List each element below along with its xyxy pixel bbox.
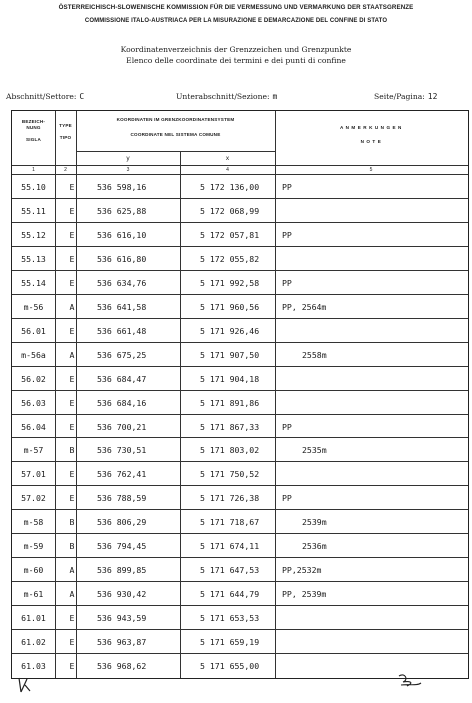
row-divider (12, 533, 468, 534)
cell-sigla: 57.02 (21, 493, 46, 504)
row-divider (12, 342, 468, 343)
row-divider (12, 557, 468, 558)
cell-sigla: m-56 (23, 301, 44, 312)
cell-y-coordinate: 536 968,62 (97, 661, 147, 671)
cell-tipo: E (69, 373, 75, 384)
cell-tipo: A (69, 349, 75, 360)
cell-y-coordinate: 536 963,87 (97, 637, 147, 648)
cell-y-coordinate: 536 625,88 (97, 205, 147, 216)
cell-y-coordinate: 536 641,58 (97, 301, 147, 312)
cell-y-coordinate: 536 899,85 (97, 565, 147, 576)
cell-x-coordinate: 5 171 718,67 (200, 517, 260, 528)
cell-note: PP,2532m (282, 565, 322, 576)
cell-note: 2535m (302, 445, 327, 456)
subsection-value: m (272, 92, 278, 101)
handwritten-initial-right (395, 670, 425, 692)
cell-y-coordinate: 536 730,51 (97, 445, 147, 456)
cell-note: PP (282, 493, 292, 504)
cell-y-coordinate: 536 943,59 (97, 613, 147, 624)
cell-tipo: E (69, 325, 75, 336)
cell-tipo: E (69, 182, 75, 192)
row-divider (12, 222, 468, 223)
cell-x-coordinate: 5 171 992,58 (200, 277, 260, 288)
cell-sigla: 55.13 (21, 253, 46, 264)
cell-tipo: B (69, 517, 75, 528)
commission-title-line2: COMMISSIONE ITALO-AUSTRIACA PER LA MISURAZIONE E DEMARCAZIONE DEL CONFINE DI STATO (84, 18, 388, 24)
cell-sigla: m-61 (23, 589, 44, 600)
coord-subheader-line (76, 151, 275, 152)
cell-x-coordinate: 5 171 907,50 (200, 349, 260, 360)
row-divider (12, 198, 468, 199)
cell-x-coordinate: 5 171 904,18 (200, 373, 260, 384)
cell-x-coordinate: 5 171 647,53 (200, 565, 260, 576)
cell-x-coordinate: 5 171 655,00 (200, 661, 260, 671)
cell-sigla: 56.02 (21, 373, 46, 384)
cell-y-coordinate: 536 930,42 (97, 589, 147, 600)
header-coordinates: KOORDINATEN IM GRENZKOORDINATENSYSTEM COORDINATE NEL SISTEMA COMUNE (116, 117, 235, 137)
cell-note: PP (282, 277, 292, 288)
cell-note: 2539m (302, 517, 327, 528)
cell-y-coordinate: 536 616,10 (97, 229, 147, 240)
cell-note: 2536m (302, 541, 327, 552)
cell-sigla: 55.10 (21, 182, 46, 192)
row-divider (12, 366, 468, 367)
cell-sigla: 56.04 (21, 421, 46, 432)
cell-y-coordinate: 536 675,25 (97, 349, 147, 360)
cell-tipo: E (69, 277, 75, 288)
cell-sigla: 55.14 (21, 277, 46, 288)
cell-x-coordinate: 5 171 750,52 (200, 469, 260, 480)
col-divider-sigla (55, 111, 56, 678)
cell-tipo: E (69, 253, 75, 264)
cell-tipo: A (69, 565, 75, 576)
col-number-4: 4 (226, 167, 229, 173)
cell-tipo: E (69, 613, 75, 624)
commission-title-line1: ÖSTERREICHISCH-SLOWENISCHE KOMMISSION FÜR DIE VERMESSUNG UND VERMARKUNG DER STAATSGRENZE (58, 4, 414, 11)
cell-note: PP, 2539m (282, 589, 327, 600)
row-divider (12, 318, 468, 319)
cell-x-coordinate: 5 172 068,99 (200, 205, 260, 216)
cell-note: PP, 2564m (282, 301, 327, 312)
cell-sigla: m-60 (23, 565, 44, 576)
cell-tipo: E (69, 637, 75, 648)
cell-tipo: E (69, 469, 75, 480)
cell-y-coordinate: 536 661,48 (97, 325, 147, 336)
row-divider (12, 414, 468, 415)
col-divider-y (180, 151, 181, 678)
cell-tipo: E (69, 661, 75, 671)
document-title-de: Koordinatenverzeichnis der Grenzzeichen und Grenzpunkte (120, 45, 352, 54)
document-title-it: Elenco delle coordinate dei termini e dei punti di confine (126, 56, 346, 65)
section-label: Abschnitt/Settore: (6, 92, 77, 101)
col-number-1: 1 (32, 167, 35, 173)
cell-note: PP (282, 182, 292, 192)
row-divider (12, 581, 468, 582)
cell-tipo: A (69, 589, 75, 600)
row-divider (12, 629, 468, 630)
row-divider (12, 246, 468, 247)
row-divider (12, 605, 468, 606)
cell-sigla: 61.03 (21, 661, 46, 671)
cell-tipo: E (69, 421, 75, 432)
header-tipo: TYPE TIPO (59, 123, 72, 140)
cell-y-coordinate: 536 634,76 (97, 277, 147, 288)
cell-tipo: A (69, 301, 75, 312)
cell-sigla: 61.01 (21, 613, 46, 624)
page-label: Seite/Pagina: (374, 92, 425, 101)
row-divider (12, 390, 468, 391)
cell-sigla: m-57 (23, 445, 44, 456)
cell-sigla: 57.01 (21, 469, 46, 480)
cell-y-coordinate: 536 598,16 (97, 182, 147, 192)
header-sigla: BEZEICH- NUNG SIGLA (21, 119, 46, 142)
cell-sigla: 61.02 (21, 637, 46, 648)
row-divider (12, 461, 468, 462)
cell-x-coordinate: 5 172 057,81 (200, 229, 260, 240)
cell-note: 2558m (302, 349, 327, 360)
cell-tipo: E (69, 205, 75, 216)
cell-x-coordinate: 5 171 803,02 (200, 445, 260, 456)
cell-x-coordinate: 5 171 659,19 (200, 637, 260, 648)
cell-y-coordinate: 536 788,59 (97, 493, 147, 504)
cell-sigla: 55.12 (21, 229, 46, 240)
cell-tipo: E (69, 229, 75, 240)
cell-x-coordinate: 5 171 644,79 (200, 589, 260, 600)
cell-sigla: m-56a (21, 349, 46, 360)
header-line-numbers (12, 165, 468, 166)
cell-sigla: m-59 (23, 541, 44, 552)
cell-y-coordinate: 536 794,45 (97, 541, 147, 552)
cell-y-coordinate: 536 700,21 (97, 421, 147, 432)
cell-x-coordinate: 5 171 674,11 (200, 541, 260, 552)
cell-x-coordinate: 5 171 960,56 (200, 301, 260, 312)
cell-sigla: 55.11 (21, 205, 46, 216)
cell-y-coordinate: 536 684,47 (97, 373, 147, 384)
cell-tipo: E (69, 493, 75, 504)
cell-y-coordinate: 536 806,29 (97, 517, 147, 528)
cell-y-coordinate: 536 684,16 (97, 397, 147, 408)
subsection-label: Unterabschnitt/Sezione: (176, 92, 270, 101)
cell-x-coordinate: 5 171 726,38 (200, 493, 260, 504)
col-number-2: 2 (64, 167, 67, 173)
cell-sigla: 56.03 (21, 397, 46, 408)
cell-y-coordinate: 536 616,80 (97, 253, 147, 264)
header-line-bottom (12, 174, 468, 175)
col-divider-coord (275, 111, 276, 678)
row-divider (12, 653, 468, 654)
section-field (6, 92, 84, 101)
cell-x-coordinate: 5 171 891,86 (200, 397, 260, 408)
page-field (374, 92, 437, 101)
col-number-3: 3 (126, 167, 130, 173)
row-divider (12, 437, 468, 438)
cell-tipo: B (69, 541, 75, 552)
header-notes: A N M E R K U N G E N N O T E (340, 125, 402, 144)
cell-sigla: 56.01 (21, 325, 46, 336)
page-value: 12 (427, 92, 438, 101)
cell-x-coordinate: 5 172 136,00 (200, 182, 260, 192)
cell-x-coordinate: 5 171 867,33 (200, 421, 260, 432)
subsection-field (176, 92, 277, 101)
header-y: y (126, 155, 130, 162)
cell-note: PP (282, 229, 292, 240)
cell-x-coordinate: 5 171 926,46 (200, 325, 260, 336)
cell-tipo: B (69, 445, 75, 456)
col-number-5: 5 (369, 167, 373, 173)
row-divider (12, 294, 468, 295)
row-divider (12, 485, 468, 486)
row-divider (12, 509, 468, 510)
section-value: C (79, 92, 85, 101)
coordinate-table (11, 110, 469, 679)
handwritten-initial-left (16, 676, 40, 696)
cell-y-coordinate: 536 762,41 (97, 469, 147, 480)
cell-note: PP (282, 421, 292, 432)
header-x: x (225, 155, 230, 162)
cell-x-coordinate: 5 171 653,53 (200, 613, 260, 624)
cell-tipo: E (69, 397, 75, 408)
cell-x-coordinate: 5 172 055,82 (200, 253, 260, 264)
cell-sigla: m-58 (23, 517, 44, 528)
row-divider (12, 270, 468, 271)
